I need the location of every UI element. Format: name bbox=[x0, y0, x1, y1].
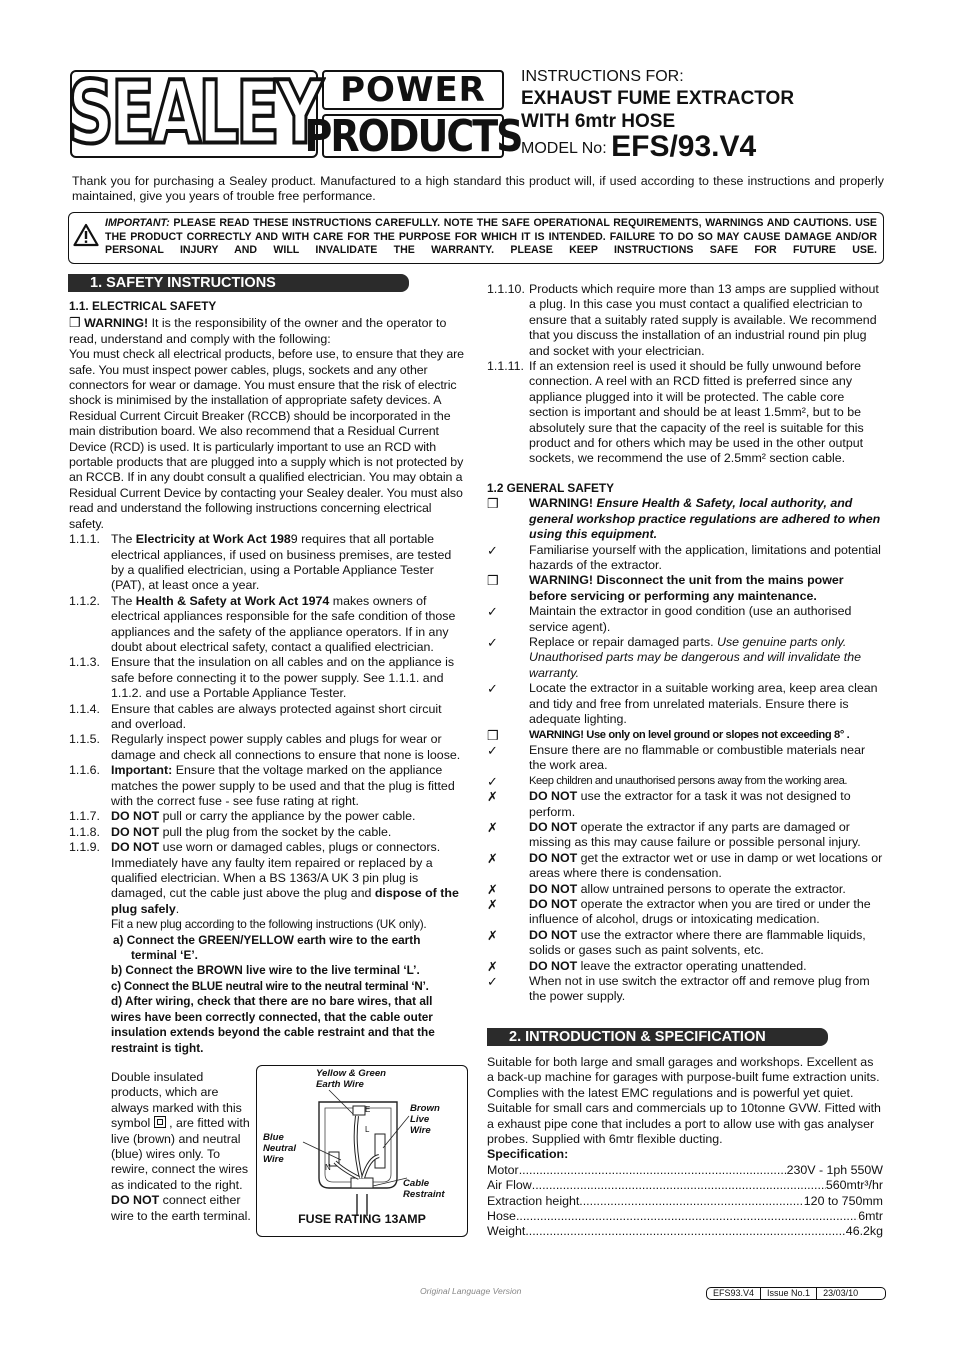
live-wire-label: Brown Live Wire bbox=[410, 1103, 440, 1136]
di-text: Double insulated products, which are always marked with this symbol bbox=[111, 1070, 242, 1131]
bullet-mark-icon: ✗ bbox=[487, 850, 498, 866]
item-bold: DO NOT bbox=[529, 881, 578, 896]
section2-title: 2. INTRODUCTION & SPECIFICATION bbox=[487, 1028, 828, 1046]
sealey-logo-text: SEALEY bbox=[67, 64, 321, 164]
spec-leader bbox=[519, 1163, 787, 1178]
model-line bbox=[521, 130, 756, 164]
item-italic: Use genuine parts only. Unauthorised parts may be dangerous and will invalidate the warranty. bbox=[529, 635, 861, 680]
item-text: Maintain the extractor in good condition (use an authorised service agent). bbox=[529, 604, 852, 634]
product-title-line1: EXHAUST FUME EXTRACTOR bbox=[521, 88, 795, 109]
spec-value: 6mtr bbox=[858, 1209, 883, 1224]
products-logo bbox=[304, 110, 522, 162]
item-text: The bbox=[111, 532, 136, 547]
general-safety-item bbox=[487, 543, 883, 574]
item-bold: DO NOT bbox=[529, 850, 578, 865]
item-bold: Health & Safety at Work Act 1974 bbox=[135, 593, 330, 608]
wiring-step-c: c) Connect the BLUE neutral wire to the neutral terminal ‘N’. bbox=[111, 979, 429, 993]
important-text bbox=[105, 217, 877, 258]
item-text: Keep children and unauthorised persons away from the working area. bbox=[529, 774, 848, 787]
item-text: Replace or repair damaged parts. bbox=[529, 635, 718, 650]
important-notice bbox=[68, 212, 884, 264]
item-text: Regularly inspect power supply cables and plugs for wear or damage and check all connections to ensure that none is loose. bbox=[111, 732, 461, 762]
original-language-note: Original Language Version bbox=[420, 1286, 522, 1296]
terminal-n-label: N bbox=[325, 1163, 331, 1172]
general-safety-item bbox=[487, 882, 883, 897]
bullet-mark-icon: ✓ bbox=[487, 681, 498, 697]
model-label: MODEL No: bbox=[521, 140, 607, 157]
item-text: Ensure that the insulation on all cables and on the appliance is safe before connecting it to the power supply. See 1.1.1. and 1.1.2. and use a Portable Appliance Tester. bbox=[111, 655, 455, 701]
general-safety-item bbox=[487, 728, 883, 743]
item-text: use the extractor for a task it was not designed to perform. bbox=[529, 789, 851, 819]
item-1-1-4 bbox=[69, 702, 465, 733]
section2-content bbox=[487, 1055, 883, 1240]
item-text: 9 requires that all portable electrical appliances, if used on business premises, are tested by a qualified electrician, using a Portable Appliance Tester (PAT), at least once a year. bbox=[111, 532, 452, 593]
section1-title: 1. SAFETY INSTRUCTIONS bbox=[68, 274, 409, 292]
double-insulated-text bbox=[111, 1070, 251, 1224]
spec-name: Motor bbox=[487, 1162, 519, 1177]
bullet-mark-icon: ✗ bbox=[487, 927, 498, 943]
item-number: 1.1.10. bbox=[487, 282, 525, 296]
spec-list bbox=[487, 1163, 883, 1240]
general-safety-item bbox=[487, 774, 883, 789]
spec-name: Weight bbox=[487, 1224, 526, 1239]
item-number: 1.1.1. bbox=[69, 532, 101, 547]
double-insulated-symbol-icon bbox=[154, 1116, 166, 1128]
bullet-mark-icon: ✓ bbox=[487, 773, 498, 789]
item-1-1-6 bbox=[69, 763, 465, 809]
footer-date: 23/03/10 bbox=[816, 1288, 864, 1299]
general-safety-item bbox=[487, 928, 883, 959]
spec-name: Extraction height bbox=[487, 1193, 580, 1208]
spec-leader bbox=[516, 1209, 858, 1224]
checkbox-icon: ❒ bbox=[69, 315, 81, 331]
earth-wire-label: Yellow & Green Earth Wire bbox=[316, 1068, 387, 1090]
general-safety-item bbox=[487, 604, 883, 635]
warning-lead: WARNING! bbox=[84, 316, 149, 331]
general-safety-item bbox=[487, 635, 883, 681]
left-column bbox=[69, 299, 465, 1056]
model-number: EFS/93.V4 bbox=[611, 130, 757, 163]
instructions-for: INSTRUCTIONS FOR: bbox=[521, 68, 684, 85]
item-text: operate the extractor when you are tired or under the influence of alcohol, drugs or intoxicating medication. bbox=[529, 896, 871, 927]
item-bold: DO NOT bbox=[529, 896, 578, 911]
plug-intro: Fit a new plug according to the following instructions (UK only). bbox=[111, 917, 427, 932]
power-logo-text: POWER bbox=[340, 70, 486, 110]
general-safety-item bbox=[487, 681, 883, 727]
item-1-1-11 bbox=[487, 359, 883, 467]
general-safety-item bbox=[487, 851, 883, 882]
item-1-1-7 bbox=[69, 809, 465, 824]
item-text: If an extension reel is used it should be fully unwound before connection. A reel with an RCD fitted is preferred since any appliance plugged into it will be protected. The cable core section is important and should be at least 1.5mm², but to be absolutely sure that the capacity of the reel is suitable for this product and for others which may be used in the other output sockets, we recommend the use of 2.5mm² section cable. bbox=[529, 359, 864, 466]
electrical-warning bbox=[69, 315, 465, 347]
spec-row bbox=[487, 1178, 883, 1193]
item-number: 1.1.6. bbox=[69, 763, 101, 778]
item-1-1-8 bbox=[69, 825, 465, 840]
electrical-safety-heading: 1.1. ELECTRICAL SAFETY bbox=[69, 299, 217, 313]
item-bold: DO NOT bbox=[529, 927, 578, 942]
item-italic: Ensure Health & Safety, local authority, and general workshop practice regulations are adhered to when using this equipment. bbox=[529, 496, 881, 542]
item-number: 1.1.4. bbox=[69, 701, 101, 716]
general-safety-list bbox=[487, 496, 883, 1004]
bullet-mark-icon: ✗ bbox=[487, 881, 498, 897]
item-number: 1.1.8. bbox=[69, 824, 101, 839]
bullet-mark-icon: ✓ bbox=[487, 742, 498, 758]
plug-instructions bbox=[69, 917, 465, 1056]
intro-text: Thank you for purchasing a Sealey product. Manufactured to a high standard this product will, if used according to these instructions and properly maintained, give you years of trouble free performance. bbox=[72, 174, 884, 203]
fuse-rating: FUSE RATING 13AMP bbox=[298, 1212, 426, 1226]
item-bold: DO NOT bbox=[529, 789, 578, 804]
item-bold: dispose of the plug safely bbox=[111, 886, 459, 916]
spec-value: 46.2kg bbox=[845, 1224, 883, 1239]
bullet-mark-icon: ✗ bbox=[487, 896, 498, 912]
item-text: allow untrained persons to operate the extractor. bbox=[577, 881, 846, 896]
item-text: pull the plug from the socket by the cable. bbox=[159, 824, 392, 839]
item-text: operate the extractor if any parts are damaged or missing as this may cause failure or possible personal injury. bbox=[529, 819, 861, 850]
item-text: use the extractor where there are flammable liquids, solids or gases such as paint solvents, etc. bbox=[529, 927, 866, 958]
general-safety-item bbox=[487, 743, 883, 774]
general-safety-item bbox=[487, 820, 883, 851]
general-safety-heading: 1.2 GENERAL SAFETY bbox=[487, 481, 614, 495]
bullet-mark-icon: ✓ bbox=[487, 542, 498, 558]
spec-value: 120 to 750mm bbox=[803, 1193, 883, 1208]
warning-triangle-icon bbox=[73, 223, 99, 247]
right-column-electrical bbox=[487, 282, 883, 467]
products-logo-text: PRODUCTS bbox=[304, 110, 522, 162]
item-number: 1.1.7. bbox=[69, 809, 101, 824]
spec-name: Air Flow bbox=[487, 1178, 532, 1193]
item-text: Familiarise yourself with the application, limitations and potential hazards of the extractor. bbox=[529, 542, 881, 573]
general-safety-item bbox=[487, 496, 883, 542]
item-number: 1.1.3. bbox=[69, 655, 101, 670]
item-text: When not in use switch the extractor off and remove plug from the power supply. bbox=[529, 974, 870, 1004]
spec-value: 560mtr³/hr bbox=[825, 1178, 883, 1193]
item-number: 1.1.5. bbox=[69, 732, 101, 747]
product-title-line2: WITH 6mtr HOSE bbox=[521, 111, 676, 132]
item-text: Locate the extractor in a suitable working area, keep area clean and tidy and free from unrelated materials. Ensure there is adequate lighting. bbox=[529, 681, 878, 727]
bullet-mark-icon: ✗ bbox=[487, 819, 498, 835]
item-bold: WARNING! Use only on level ground or slopes not exceeding 8° . bbox=[529, 728, 850, 741]
cable-restraint-label: Cable Restraint bbox=[403, 1178, 445, 1200]
power-logo bbox=[322, 70, 504, 110]
plug-wiring-diagram bbox=[256, 1065, 468, 1237]
general-safety-item bbox=[487, 789, 883, 820]
bullet-mark-icon: ✓ bbox=[487, 635, 498, 651]
item-bold: DO NOT bbox=[111, 840, 160, 855]
spec-name: Hose bbox=[487, 1209, 516, 1224]
di-text: connect either wire to the earth terminal. bbox=[111, 1193, 251, 1223]
spec-leader bbox=[579, 1194, 803, 1209]
item-text: Products which require more than 13 amps are supplied without a plug. In this case you must contact a qualified electrician to ensure that a suitably rated supply is available. We recommend that you discuss the installation of an industrial round pin plug and socket with your electrician. bbox=[529, 282, 879, 358]
general-safety-item bbox=[487, 573, 883, 604]
item-text: makes owners of electrical appliances responsible for the safe condition of those appliances and the safety of the appliance operators. If in any doubt about electrical safety, contact a qualified electrician. bbox=[111, 593, 456, 654]
spec-value: 230V - 1ph 550W bbox=[786, 1162, 883, 1177]
item-text: use worn or damaged cables, plugs or connectors. Immediately have any faulty item repaired or replaced by a qualified electrician. When a BS 1363/A UK 3 pin plug is damaged, cut the cable just above the plug and bbox=[111, 840, 441, 901]
important-lead: IMPORTANT: bbox=[105, 217, 170, 229]
bullet-mark-icon: ✗ bbox=[487, 789, 498, 805]
item-bold: Important: bbox=[111, 763, 173, 778]
bullet-mark-icon: ❒ bbox=[487, 573, 499, 589]
spec-row bbox=[487, 1209, 883, 1224]
spec-row bbox=[487, 1163, 883, 1178]
item-number: 1.1.9. bbox=[69, 840, 101, 855]
general-safety-item bbox=[487, 897, 883, 928]
item-text: Ensure that the voltage marked on the appliance matches the power supply to be used and that the plug is fitted with the correct fuse - see fuse rating at right. bbox=[111, 763, 455, 808]
terminal-e-label: E bbox=[365, 1105, 371, 1114]
item-bold: DO NOT bbox=[529, 819, 578, 834]
di-text: , are fitted with live (brown) and neutral (blue) wires only. To rewire, connect the wires as indicated to the right. bbox=[111, 1116, 250, 1192]
item-text: leave the extractor operating unattended. bbox=[577, 958, 807, 973]
item-text: Ensure that cables are always protected against short circuit and overload. bbox=[111, 701, 442, 731]
item-1-1-10 bbox=[487, 282, 883, 359]
item-text: pull or carry the appliance by the power cable. bbox=[159, 809, 416, 824]
footer-meta bbox=[706, 1287, 886, 1300]
spec-label: Specification: bbox=[487, 1147, 569, 1162]
spec-row bbox=[487, 1194, 883, 1209]
general-safety bbox=[487, 481, 883, 1005]
wiring-step-a: a) Connect the GREEN/YELLOW earth wire to the earth terminal ‘E’. bbox=[113, 932, 421, 963]
item-1-1-5 bbox=[69, 732, 465, 763]
bullet-mark-icon: ✗ bbox=[487, 958, 498, 974]
spec-leader bbox=[532, 1178, 826, 1193]
footer-code: EFS93.V4 bbox=[713, 1288, 755, 1298]
spec-row bbox=[487, 1224, 883, 1239]
item-bold: Electricity at Work Act 198 bbox=[135, 532, 291, 547]
general-safety-item bbox=[487, 959, 883, 974]
item-1-1-1 bbox=[69, 532, 465, 594]
item-number: 1.1.11. bbox=[487, 359, 524, 374]
neutral-wire-label: Blue Neutral Wire bbox=[263, 1132, 297, 1165]
di-bold: DO NOT bbox=[111, 1193, 160, 1208]
bullet-mark-icon: ❒ bbox=[487, 496, 499, 512]
bullet-mark-icon: ❒ bbox=[487, 727, 499, 743]
item-text: get the extractor wet or use in damp or wet locations or areas where there is condensation. bbox=[529, 850, 883, 881]
item-1-1-3 bbox=[69, 655, 465, 701]
item-bold: DO NOT bbox=[111, 824, 160, 839]
general-safety-item bbox=[487, 974, 883, 1005]
item-1-1-2 bbox=[69, 594, 465, 656]
item-1-1-9: 1.1.9. DO NOT use worn or damaged cables, plugs or connectors. Immediately have any faulty item repaired or replaced by a qualified electrician. When a BS 1363/A UK 3 pin plug is damaged, cut the cable just above the plug and dispose of the plug safely. bbox=[69, 840, 459, 916]
item-bold: DO NOT bbox=[529, 958, 578, 973]
item-text: The bbox=[111, 593, 136, 608]
spec-leader bbox=[525, 1224, 845, 1239]
wiring-step-b: b) Connect the BROWN live wire to the live terminal ‘L’. bbox=[111, 963, 420, 978]
item-bold: DO NOT bbox=[111, 809, 160, 824]
wiring-step-d: d) After wiring, check that there are no bare wires, that all wires have been correctly connected, that the cable outer insulation extends beyond the cable restraint and that the restraint is tight. bbox=[111, 994, 435, 1055]
footer-issue: Issue No.1 bbox=[760, 1288, 816, 1299]
warning-text: It is the responsibility of the owner and the operator to read, understand and comply with the following: bbox=[69, 316, 447, 346]
item-bold: WARNING! bbox=[529, 496, 594, 511]
item-number: 1.1.2. bbox=[69, 593, 101, 608]
important-body: PLEASE READ THESE INSTRUCTIONS CAREFULLY. NOTE THE SAFE OPERATIONAL REQUIREMENTS, WARNINGS AND CAUTIONS. USE THE PRODUCT CORRECTLY AND WITH CARE FOR THE PURPOSE FOR WHICH IT IS INTENDED. FAILURE TO DO SO MAY CAUSE DAMAGE AND/OR PERSONAL INJURY AND WILL INVALIDATE THE WARRANTY. PLEASE KEEP INSTRUCTIONS SAFE FOR FUTURE USE. bbox=[105, 217, 877, 257]
bullet-mark-icon: ✓ bbox=[487, 974, 498, 989]
item-text: Ensure there are no flammable or combustible materials near the work area. bbox=[529, 742, 866, 773]
sealey-logo bbox=[67, 64, 321, 164]
intro-spec-body: Suitable for both large and small garages and workshops. Excellent as a back-up machine for garages with purpose-built fume extraction units. Complies with the latest EMC regulations and is powerful yet quiet. Suitable for small cars and commercials up to 10tonne GVW. Fitted with a exhaust pipe cone that includes a port to allow use with gas analyser probes. Supplied with 6mtr flexible ducting. bbox=[487, 1055, 881, 1147]
bullet-mark-icon: ✓ bbox=[487, 604, 498, 620]
item-bold: WARNING! Disconnect the unit from the mains power before servicing or performing any maintenance. bbox=[529, 573, 844, 603]
electrical-body: You must check all electrical products, before use, to ensure that they are safe. You must inspect power cables, plugs, sockets and any other connectors for wear or damage. You must ensure that the risk of electric shock is minimised by the installation of appropriate safety devices. A Residual Current Circuit Breaker (RCCB) should be incorporated in the main distribution board. We also recommend that a Residual Current Device (RCD) is used. It is particularly important to use an RCD with portable products that are plugged into a supply which is not protected by an RCCB. If in any doubt consult a qualified electrician. You may obtain a Residual Current Device by contacting your Sealey dealer. You must also read and understand the following instructions concerning electrical safety. bbox=[69, 347, 464, 531]
terminal-l-label: L bbox=[365, 1125, 370, 1134]
